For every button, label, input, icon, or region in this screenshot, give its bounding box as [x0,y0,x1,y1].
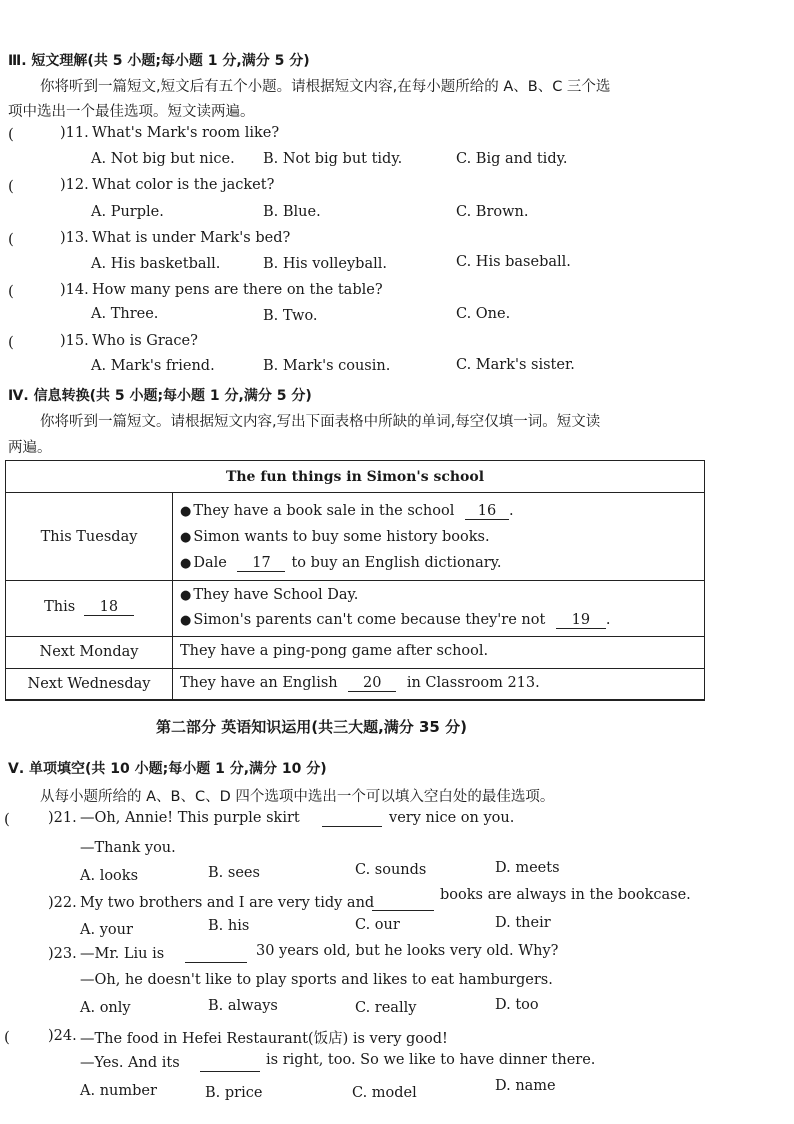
blank-20[interactable]: 20 [348,675,396,692]
line-text: Simon wants to buy some history books. [193,529,490,545]
line-text: They have a book sale in the school [193,503,455,519]
question-number: )14. [60,282,89,298]
section-4-title: Ⅳ. 信息转换(共 5 小题;每小题 1 分,满分 5 分) [8,388,312,404]
section-3-title: Ⅲ. 短文理解(共 5 小题;每小题 1 分,满分 5 分) [8,53,310,69]
question-number: )13. [60,230,89,246]
section-3-instructions-line1: 你将听到一篇短文,短文后有五个小题。请根据短文内容,在每小题所给的 A、B、C 三个选 [40,79,611,95]
question-number: )11. [60,125,89,141]
section-3-instructions-line2: 项中选出一个最佳选项。短文读两遍。 [8,104,255,120]
option-d: D. meets [495,860,560,876]
section-5-title: Ⅴ. 单项填空(共 10 小题;每小题 1 分,满分 10 分) [8,761,327,777]
answer-paren: ( [8,333,14,351]
option-c: C. Brown. [456,204,529,220]
line-text: Simon's parents can't come because they're not [193,612,546,628]
row-line: They have a ping-pong game after school. [180,643,489,659]
table-row [6,637,704,669]
bullet-icon: ● [180,588,192,603]
option-c: C. sounds [355,862,427,878]
table-row [6,669,704,700]
line-text: They have School Day. [193,587,359,603]
part-2-title: 第二部分 英语知识运用(共三大题,满分 35 分) [156,718,467,736]
line-end: . [508,503,514,519]
info-table [5,460,705,701]
question-text: —The food in Hefei Restaurant(饭店) is very good! [80,1031,448,1047]
question-text: How many pens are there on the table? [92,282,383,298]
row-line [180,555,502,572]
option-c: C. really [355,1000,417,1016]
row-line [180,503,514,520]
question-line2: —Thank you. [80,840,176,856]
option-c: C. One. [456,306,511,322]
question-number: )23. [48,946,77,962]
option-d: D. their [495,915,551,931]
option-b: B. Two. [263,308,318,324]
option-a: A. Purple. [91,204,164,220]
option-a: A. Mark's friend. [91,358,215,374]
bullet-icon: ● [180,530,192,545]
question-number: )21. [48,810,77,826]
table-title: The fun things in Simon's school [225,469,485,485]
answer-paren: ( [8,177,14,195]
row-label-next-monday: Next Monday [39,644,139,660]
option-c: C. model [352,1085,417,1101]
table-row [6,493,704,581]
question-text: 30 years old, but he looks very old. Why? [256,943,559,959]
option-b: B. Blue. [263,204,321,220]
option-d: D. too [495,997,539,1013]
section-4-instructions-line2: 两遍。 [8,440,52,456]
option-a: A. your [80,922,133,938]
question-line2: is right, too. So we like to have dinner there. [266,1052,596,1068]
option-c: C. Mark's sister. [456,357,575,373]
question-line2: —Yes. And its [80,1055,180,1071]
option-c: C. our [355,917,400,933]
question-text: books are always in the bookcase. [440,887,691,903]
question-number: )12. [60,177,89,193]
question-text: —Oh, Annie! This purple skirt [80,810,300,826]
option-b: B. price [205,1085,263,1101]
line-text: Dale [193,555,227,571]
row-label-this-tuesday: This Tuesday [40,529,138,545]
option-a: A. His basketball. [91,256,221,272]
option-a: A. looks [80,868,139,884]
row-line [180,675,540,692]
option-c: C. Big and tidy. [456,151,568,167]
option-a: A. Not big but nice. [91,151,235,167]
table-row [6,581,704,637]
blank-17[interactable]: 17 [237,555,285,572]
answer-paren: ( [8,230,14,248]
bullet-icon: ● [180,556,192,571]
question-text: —Mr. Liu is [80,946,165,962]
blank-18[interactable]: 18 [84,599,134,616]
question-text: Who is Grace? [92,333,198,349]
question-text: What color is the jacket? [92,177,275,193]
line-end: . [605,612,611,628]
row-label-this-blank [6,599,172,616]
answer-paren: ( [4,810,10,828]
option-a: A. number [80,1083,157,1099]
row-line [180,612,611,629]
answer-blank[interactable] [322,812,382,827]
question-text: My two brothers and I are very tidy and [80,895,375,911]
answer-blank[interactable] [185,948,247,963]
option-b: B. his [208,918,250,934]
option-b: B. Not big but tidy. [263,151,403,167]
section-5-instructions: 从每小题所给的 A、B、C、D 四个选项中选出一个可以填入空白处的最佳选项。 [40,789,555,805]
question-number: )15. [60,333,89,349]
section-4-instructions-line1: 你将听到一篇短文。请根据短文内容,写出下面表格中所缺的单词,每空仅填一词。短文读 [40,414,601,430]
question-text: What's Mark's room like? [92,125,280,141]
option-b: B. His volleyball. [263,256,387,272]
row-label-next-wednesday: Next Wednesday [27,676,151,692]
bullet-icon: ● [180,504,192,519]
option-b: B. always [208,998,278,1014]
option-d: D. name [495,1078,556,1094]
option-b: B. sees [208,865,260,881]
answer-paren: ( [4,1028,10,1046]
answer-paren: ( [8,125,14,143]
answer-blank[interactable] [200,1057,260,1072]
option-b: B. Mark's cousin. [263,358,391,374]
option-c: C. His baseball. [456,254,571,270]
option-a: A. Three. [91,306,159,322]
question-text: What is under Mark's bed? [92,230,291,246]
line-text: They have an English [180,675,338,691]
blank-19[interactable]: 19 [556,612,606,629]
label-text: This [44,599,76,615]
answer-paren: ( [8,282,14,300]
question-number: )22. [48,895,77,911]
blank-16[interactable]: 16 [465,503,509,520]
question-number: )24. [48,1028,77,1044]
row-line [180,529,490,545]
bullet-icon: ● [180,613,192,628]
question-line2: —Oh, he doesn't like to play sports and likes to eat hamburgers. [80,972,553,988]
answer-blank[interactable] [372,896,434,911]
line-text: to buy an English dictionary. [291,555,502,571]
table-header-row [6,461,704,493]
row-line [180,587,358,603]
line-text: in Classroom 213. [406,675,540,691]
option-a: A. only [80,1000,131,1016]
question-text: very nice on you. [389,810,515,826]
table-divider [172,493,173,700]
